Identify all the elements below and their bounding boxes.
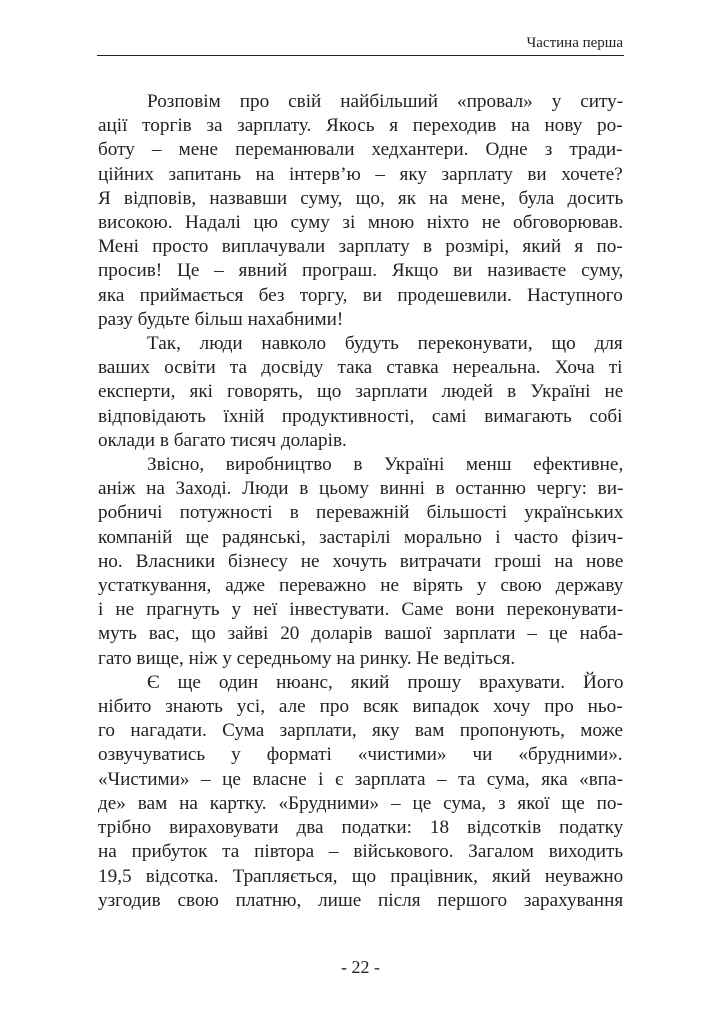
- text-line: на прибуток та півтора – військового. Загалом виходить: [98, 841, 624, 863]
- text-line: оклади в багато тисяч доларів.: [98, 429, 347, 451]
- text-line: високою. Надалі цю суму зі мною ніхто не обговорював.: [98, 212, 623, 234]
- text-line: експерти, які говорять, що зарплати людей в Україні не: [98, 381, 624, 403]
- text-line: ації торгів за зарплату. Якось я переходив на нову ро-: [98, 115, 623, 137]
- text-line: но. Власники бізнесу не хочуть витрачати гроші на нове: [98, 550, 624, 572]
- text-line: устаткування, адже переважно не вірять у свою державу: [98, 575, 624, 597]
- text-line: «Чистими» – це власне і є зарплата – та сума, яка «впа-: [98, 768, 623, 790]
- text-line: відповідають їхній продуктивності, самі вимагають собі: [98, 405, 623, 427]
- text-line: і не прагнуть у неї інвестувати. Саме вони переконувати-: [98, 599, 624, 621]
- text-line: разу будьте більш нахабними!: [98, 308, 344, 330]
- text-line: озвучуватись у форматі «чистими» чи «брудними».: [98, 744, 623, 766]
- text-line: Є ще один нюанс, який прошу врахувати. Його: [147, 671, 624, 693]
- text-line: де» вам на картку. «Брудними» – це сума, з якої ще по-: [98, 792, 623, 814]
- text-line: Я відповів, назвавши суму, що, як на мене, була досить: [98, 187, 624, 209]
- text-line: 19,5 відсотка. Трапляється, що працівник, який неуважно: [98, 865, 624, 887]
- text-line: трібно вираховувати два податки: 18 відсотків податку: [98, 817, 624, 839]
- text-line: ваших освіти та досвіду така ставка нереальна. Хоча ті: [98, 357, 623, 379]
- text-line: компаній ще радянські, застарілі морально і часто фізич-: [98, 526, 624, 548]
- text-line: Так, люди навколо будуть переконувати, що для: [147, 333, 623, 355]
- text-line: ційних запитань на інтерв’ю – яку зарплату ви хочете?: [98, 163, 623, 185]
- text-line: робничі потужності в переважній більшості українських: [98, 502, 624, 524]
- body-text: [98, 90, 623, 913]
- text-line: яка приймається без торгу, ви продешевили. Наступного: [98, 284, 623, 306]
- header-rule: [97, 55, 624, 56]
- page-number: - 22 -: [341, 957, 380, 977]
- running-head: Частина перша: [526, 35, 623, 51]
- text-line: Мені просто виплачували зарплату в розмірі, який я по-: [98, 236, 623, 258]
- text-line: просив! Це – явний програш. Якщо ви називаєте суму,: [98, 260, 624, 282]
- text-line: Звісно, виробництво в Україні менш ефективне,: [147, 454, 624, 476]
- paragraph: [98, 332, 623, 453]
- paragraph: [98, 90, 623, 332]
- paragraph: [98, 453, 623, 671]
- text-line: го нагадати. Сума зарплати, яку вам пропонують, може: [98, 720, 624, 742]
- text-line: гато вище, ніж у середньому на ринку. Не ведіться.: [98, 647, 516, 669]
- text-line: Розповім про свій найбільший «провал» у ситу-: [147, 91, 624, 112]
- text-line: боту – мене переманювали хедхантери. Одне з тради-: [98, 139, 623, 161]
- text-line: узгодив свою платню, лише після першого зарахування: [98, 889, 624, 911]
- text-line: муть вас, що зайві 20 доларів вашої зарплати – це наба-: [98, 623, 624, 645]
- paragraph: [98, 671, 623, 913]
- text-line: аніж на Заході. Люди в цьому винні в останню чергу: ви-: [98, 478, 624, 500]
- text-line: нібито знають усі, але про всяк випадок хочу про ньо-: [98, 696, 623, 718]
